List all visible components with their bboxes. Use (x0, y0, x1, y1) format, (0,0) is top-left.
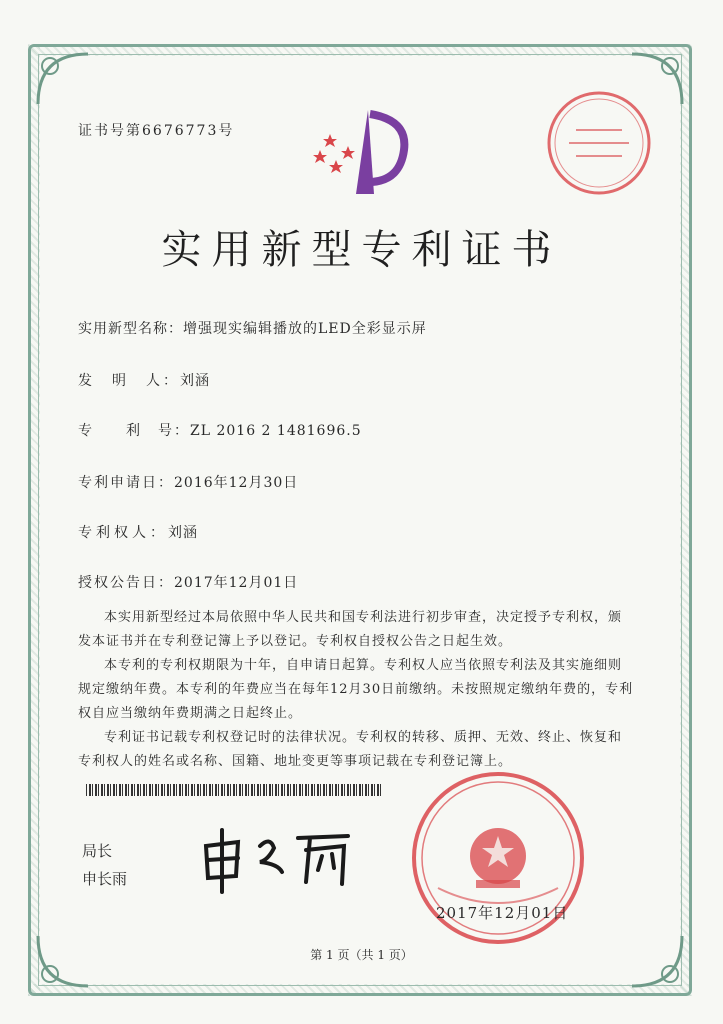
inventor-value: 刘涵 (180, 373, 210, 389)
application-date-label: 专利申请日： (78, 475, 174, 491)
director-name: 申长雨 (82, 870, 128, 888)
patent-number (78, 420, 362, 440)
page-number: 第 1 页（共 1 页） (310, 948, 413, 962)
patent-number-label: 专 利 号： (78, 423, 190, 439)
utility-model-name (78, 318, 427, 338)
body-paragraph-1: 本实用新型经过本局依照中华人民共和国专利法进行初步审查，决定授予专利权，颁发本证书并在专利登记簿上予以登记。专利权自授权公告之日起生效。 (78, 610, 623, 649)
inventor-label: 发 明 人： (78, 373, 180, 389)
page-title: 实用新型专利证书 (161, 227, 562, 273)
announcement-date (78, 572, 298, 592)
barcode (86, 784, 382, 796)
name-label: 实用新型名称： (78, 321, 183, 337)
announcement-date-value: 2017年12月01日 (174, 575, 299, 591)
corner-ornament-top-left (28, 44, 98, 114)
director-title: 局长 (82, 842, 113, 860)
inventor (78, 370, 210, 390)
certificate-number: 证书号第6676773号 (78, 123, 235, 139)
name-value: 增强现实编辑播放的LED全彩显示屏 (183, 321, 427, 337)
certificate-body (78, 606, 634, 774)
patent-office-logo (308, 102, 418, 202)
patentee-label: 专利权人： (78, 525, 168, 541)
announcement-date-label: 授权公告日： (78, 575, 174, 591)
application-date-value: 2016年12月30日 (174, 475, 299, 491)
body-paragraph-2: 本专利的专利权期限为十年，自申请日起算。专利权人应当依照专利法及其实施细则规定缴纳年费。本专利的年费应当在每年12月30日前缴纳。未按照规定缴纳年费的，专利权自应当缴纳年费期满之日起终止。 (78, 658, 634, 721)
application-date (78, 472, 298, 492)
patentee-value: 刘涵 (168, 525, 198, 541)
patentee (78, 522, 198, 542)
body-paragraph-3: 专利证书记载专利权登记时的法律状况。专利权的转移、质押、无效、终止、恢复和专利权人的姓名或名称、国籍、地址变更等事项记载在专利登记簿上。 (78, 730, 623, 769)
patent-number-value: ZL 2016 2 1481696.5 (190, 423, 362, 439)
seal-date: 2017年12月01日 (436, 904, 569, 922)
tax-stamp-seal (544, 88, 654, 198)
director-signature (198, 816, 358, 896)
